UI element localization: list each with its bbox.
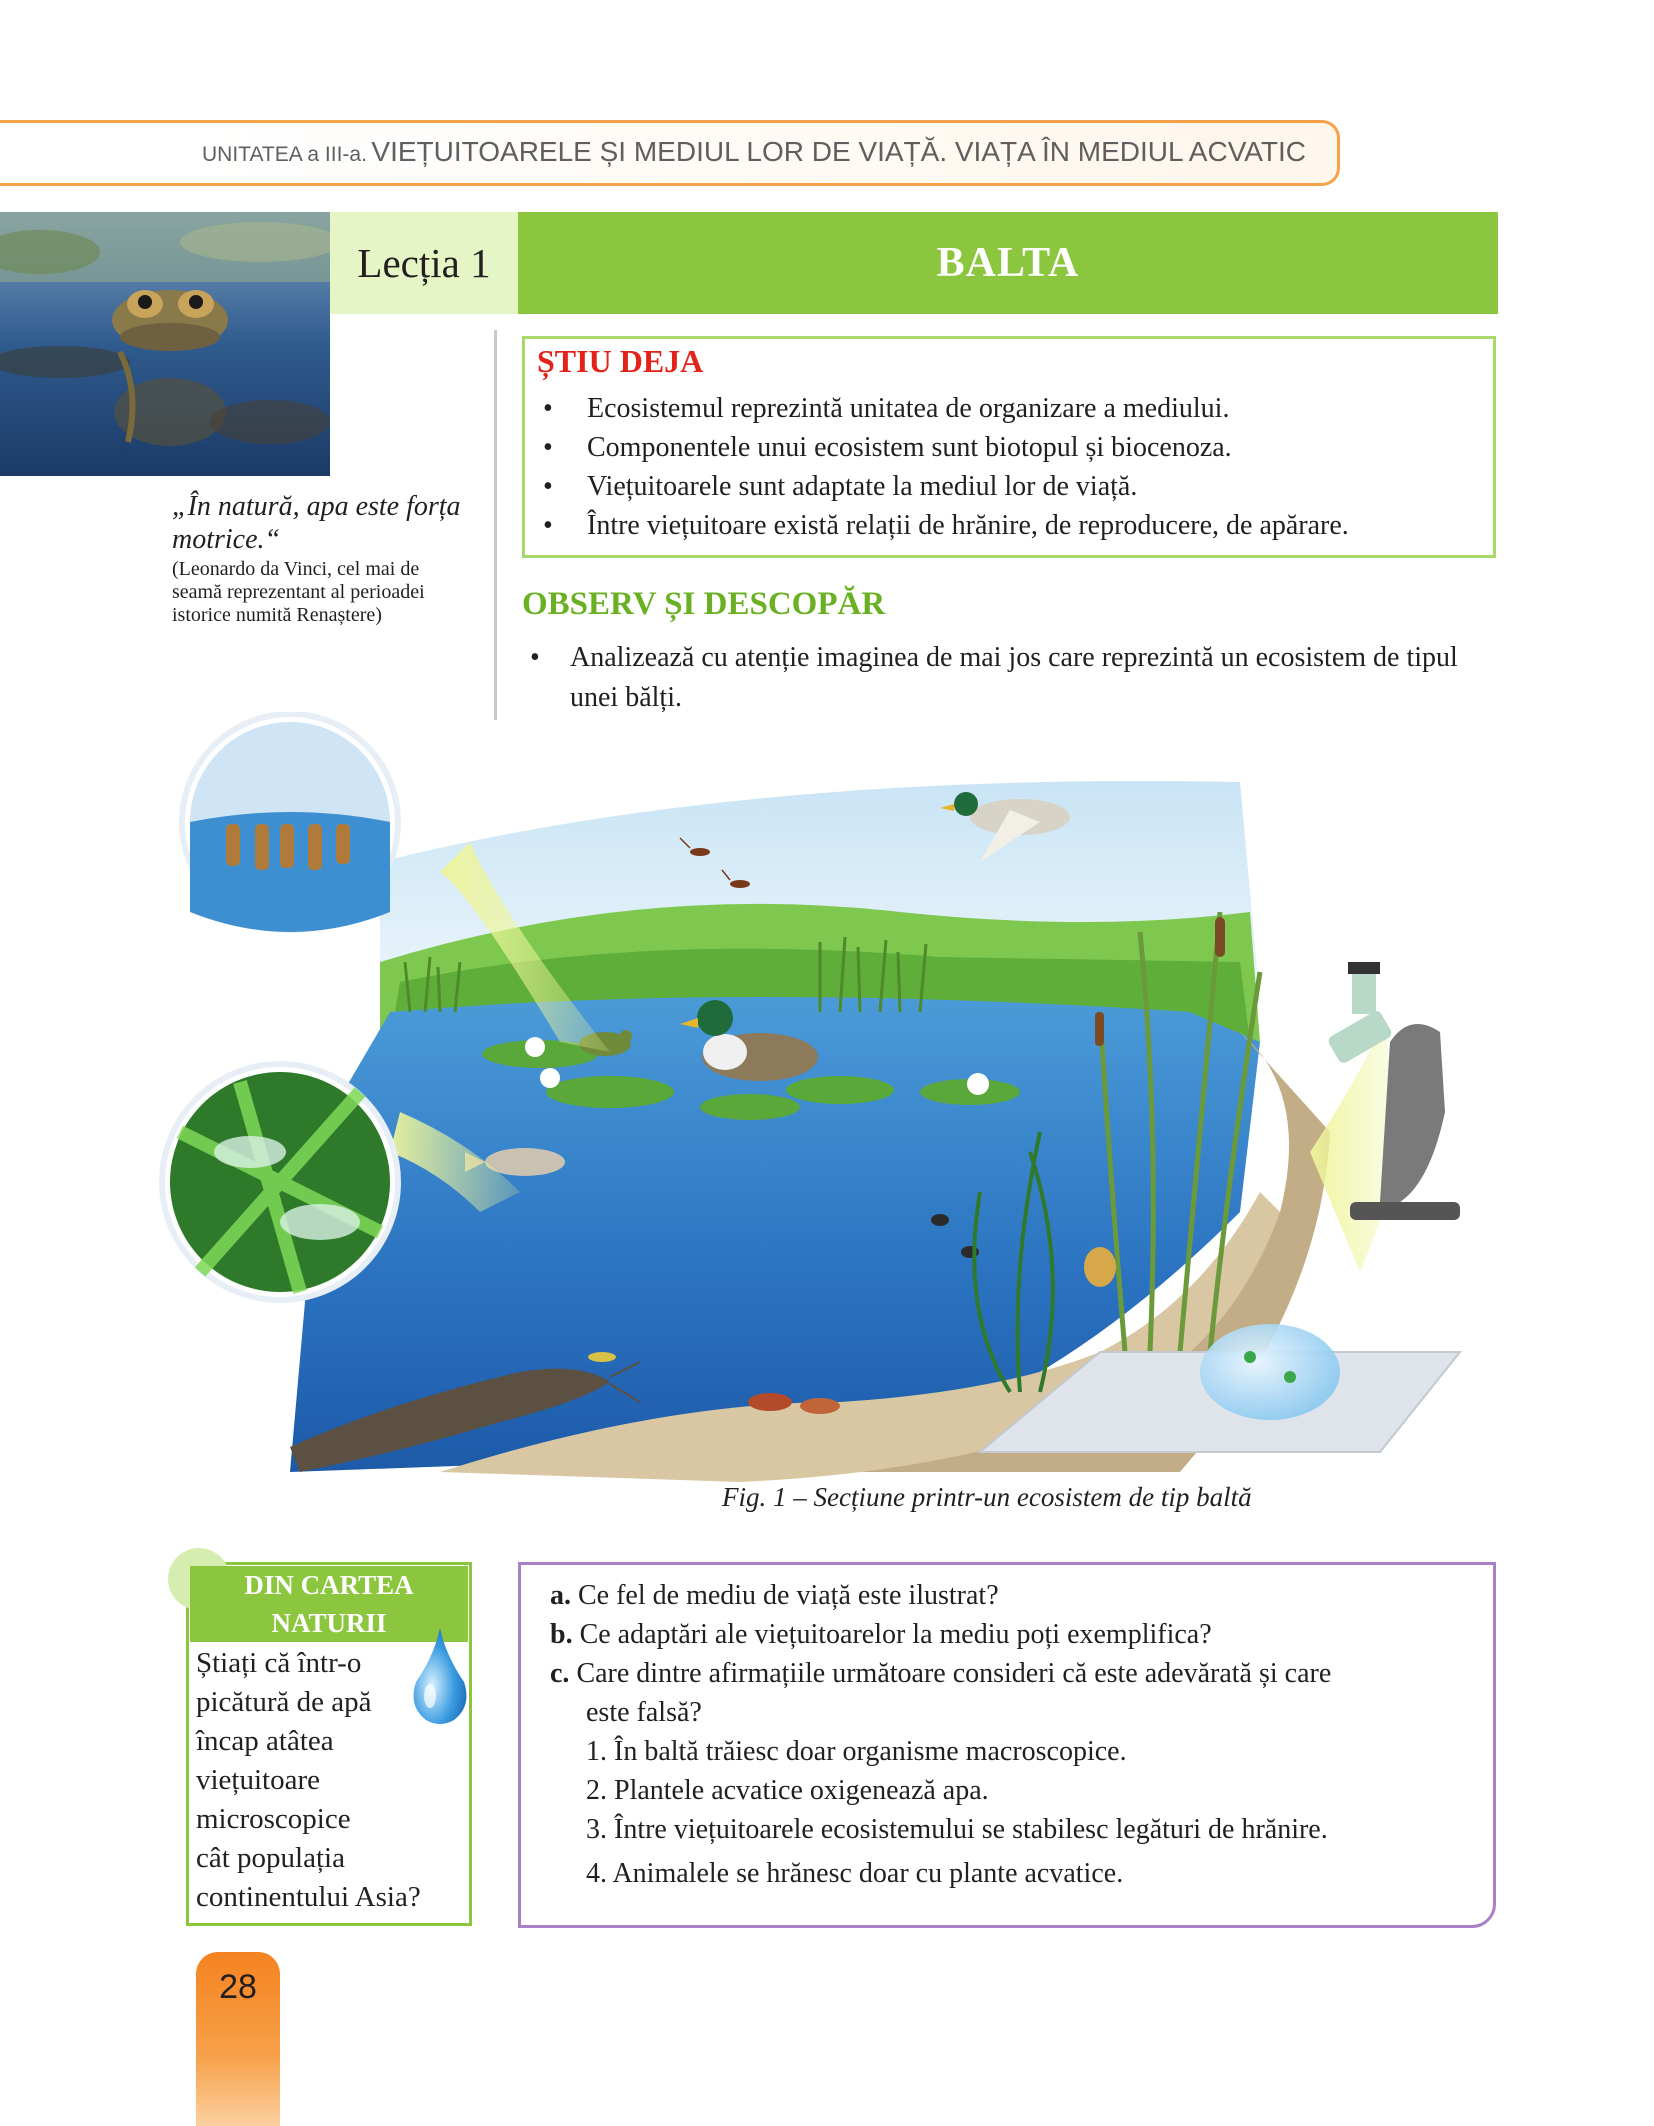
- list-item: • Viețuitoarele sunt adaptate la mediul lor de viață.: [537, 467, 1349, 506]
- question-label: c.: [550, 1658, 570, 1689]
- unit-header: [0, 120, 1340, 190]
- question-label: a.: [550, 1580, 571, 1611]
- statement: 1. În baltă trăiesc doar organisme macroscopice.: [586, 1736, 1127, 1767]
- fact-line: încap atâtea: [196, 1725, 334, 1757]
- questions-list: [550, 1576, 1480, 1893]
- list-item: • Între viețuitoare există relații de hrănire, de reproducere, de apărare.: [537, 506, 1349, 545]
- observ-title: OBSERV ȘI DESCOPĂR: [522, 586, 886, 622]
- question-text: Ce adaptări ale viețuitoarelor la mediu poți exemplifica?: [579, 1619, 1212, 1650]
- lesson-label: Lecția 1: [330, 212, 518, 314]
- observ-text: • Analizează cu atenție imaginea de mai jos care reprezintă un ecosistem de tipul unei bălți.: [526, 638, 1506, 718]
- column-divider: [494, 330, 497, 720]
- water-drop-icon: [408, 1626, 472, 1731]
- fact-box-text: [196, 1644, 426, 1917]
- fact-line: viețuitoare: [196, 1764, 321, 1796]
- frog-photo: [0, 212, 330, 476]
- question-label: b.: [550, 1619, 573, 1650]
- statement: 3. Între viețuitoarele ecosistemului se stabilesc legături de hrănire.: [586, 1814, 1328, 1845]
- stiu-deja-list: [537, 389, 1349, 545]
- pond-ecosystem-illustration: [140, 712, 1520, 1492]
- fact-line: Știați că într-o: [196, 1647, 362, 1679]
- quote-source: (Leonardo da Vinci, cel mai de seamă reprezentant al perioadei istorice numită Renaștere): [172, 558, 425, 626]
- fact-box-title-line2: NATURII: [271, 1608, 387, 1638]
- figure-caption: Fig. 1 – Secțiune printr-un ecosistem de tip baltă: [722, 1482, 1252, 1512]
- question-c-continuation: este falsă?: [586, 1697, 702, 1728]
- lesson-title: BALTA: [518, 212, 1498, 314]
- question-a: [550, 1576, 1480, 1615]
- unit-prefix: UNITATEA a III-a.: [202, 143, 367, 166]
- fact-box-title-line1: DIN CARTEA: [244, 1570, 414, 1600]
- quote-block: [172, 490, 472, 627]
- unit-title: VIEȚUITOARELE ȘI MEDIUL LOR DE VIAȚĂ. VIAȚA ÎN MEDIUL ACVATIC: [371, 136, 1306, 167]
- stiu-deja-title: ȘTIU DEJA: [537, 343, 704, 379]
- statement: 2. Plantele acvatice oxigenează apa.: [586, 1775, 989, 1806]
- fact-line: continentului Asia?: [196, 1881, 421, 1913]
- fact-line: picătură de apă: [196, 1686, 372, 1718]
- page-number: 28: [219, 1968, 257, 2006]
- list-item: • Ecosistemul reprezintă unitatea de organizare a mediului.: [537, 389, 1349, 428]
- question-c: [550, 1654, 1480, 1693]
- list-item: • Componentele unui ecosistem sunt biotopul și biocenoza.: [537, 428, 1349, 467]
- question-text: Care dintre afirmațiile următoare consideri că este adevărată și care: [576, 1658, 1332, 1689]
- question-b: [550, 1615, 1480, 1654]
- quote-text: „În natură, apa este forța motrice.“: [172, 491, 461, 555]
- statement: 4. Animalele se hrănesc doar cu plante acvatice.: [586, 1858, 1124, 1889]
- page-number-tab: [196, 1952, 280, 2126]
- unit-header-text: [202, 136, 1306, 168]
- fact-line: microscopice: [196, 1803, 351, 1835]
- fact-line: cât populația: [196, 1842, 345, 1874]
- question-text: Ce fel de mediu de viață este ilustrat?: [578, 1580, 999, 1611]
- stiu-deja-box: [522, 336, 1496, 558]
